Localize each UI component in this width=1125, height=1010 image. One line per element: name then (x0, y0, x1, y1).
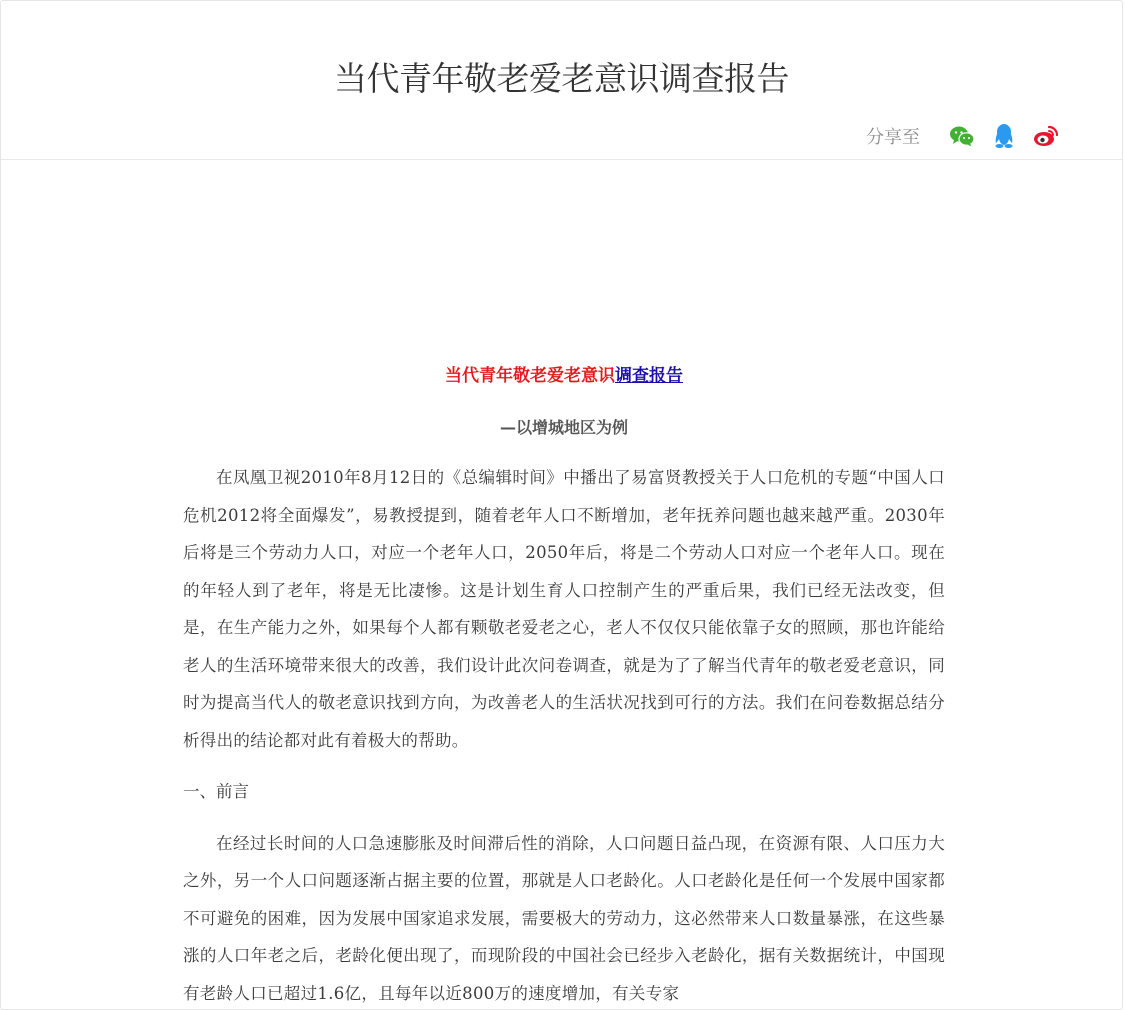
intro-paragraph: 在凤凰卫视2010年8月12日的《总编辑时间》中播出了易富贤教授关于人口危机的专题“中国人口危机2012将全面爆发”，易教授提到，随着老年人口不断增加，老年抚养问题也越来越严重。2030年后将是三个劳动力人口，对应一个老年人口，2050年后，将是二个劳动人口对应一个老年人口。现在的年轻人到了老年，将是无比凄惨。这是计划生育人口控制产生的严重后果，我们已经无法改变，但是，在生产能力之外，如果每个人都有颗敬老爱老之心，老人不仅仅只能依靠子女的照顾，那也许能给老人的生活环境带来很大的改善，我们设计此次问卷调查，就是为了了解当代青年的敬老爱老意识，同时为提高当代人的敬老意识找到方向，为改善老人的生活状况找到可行的方法。我们在问卷数据总结分析得出的结论都对此有着极大的帮助。 (183, 459, 945, 759)
weibo-icon[interactable] (1032, 122, 1060, 150)
page-title: 当代青年敬老爱老意识调查报告 (1, 53, 1122, 100)
document-title (183, 357, 945, 395)
share-bar (866, 122, 1060, 150)
document-title-link[interactable]: 调查报告 (615, 366, 683, 386)
article-content (183, 357, 945, 1010)
page-header (1, 1, 1122, 160)
share-label: 分享至 (866, 123, 920, 149)
document-title-text: 当代青年敬老爱老意识 (445, 366, 615, 386)
section-heading-preface: 一、前言 (183, 773, 945, 811)
ad-placeholder (1, 160, 1122, 357)
preface-paragraph: 在经过长时间的人口急速膨胀及时间滞后性的消除，人口问题日益凸现，在资源有限、人口压力大之外，另一个人口问题逐渐占据主要的位置，那就是人口老龄化。人口老龄化是任何一个发展中国家都不可避免的困难，因为发展中国家追求发展，需要极大的劳动力，这必然带来人口数量暴涨，在这些暴涨的人口年老之后，老龄化便出现了，而现阶段的中国社会已经步入老龄化，据有关数据统计，中国现有老龄人口已超过1.6亿，且每年以近800万的速度增加，有关专家 (183, 825, 945, 1010)
wechat-icon[interactable] (948, 122, 976, 150)
qq-icon[interactable] (990, 122, 1018, 150)
document-subtitle: —以增城地区为例 (183, 409, 945, 447)
